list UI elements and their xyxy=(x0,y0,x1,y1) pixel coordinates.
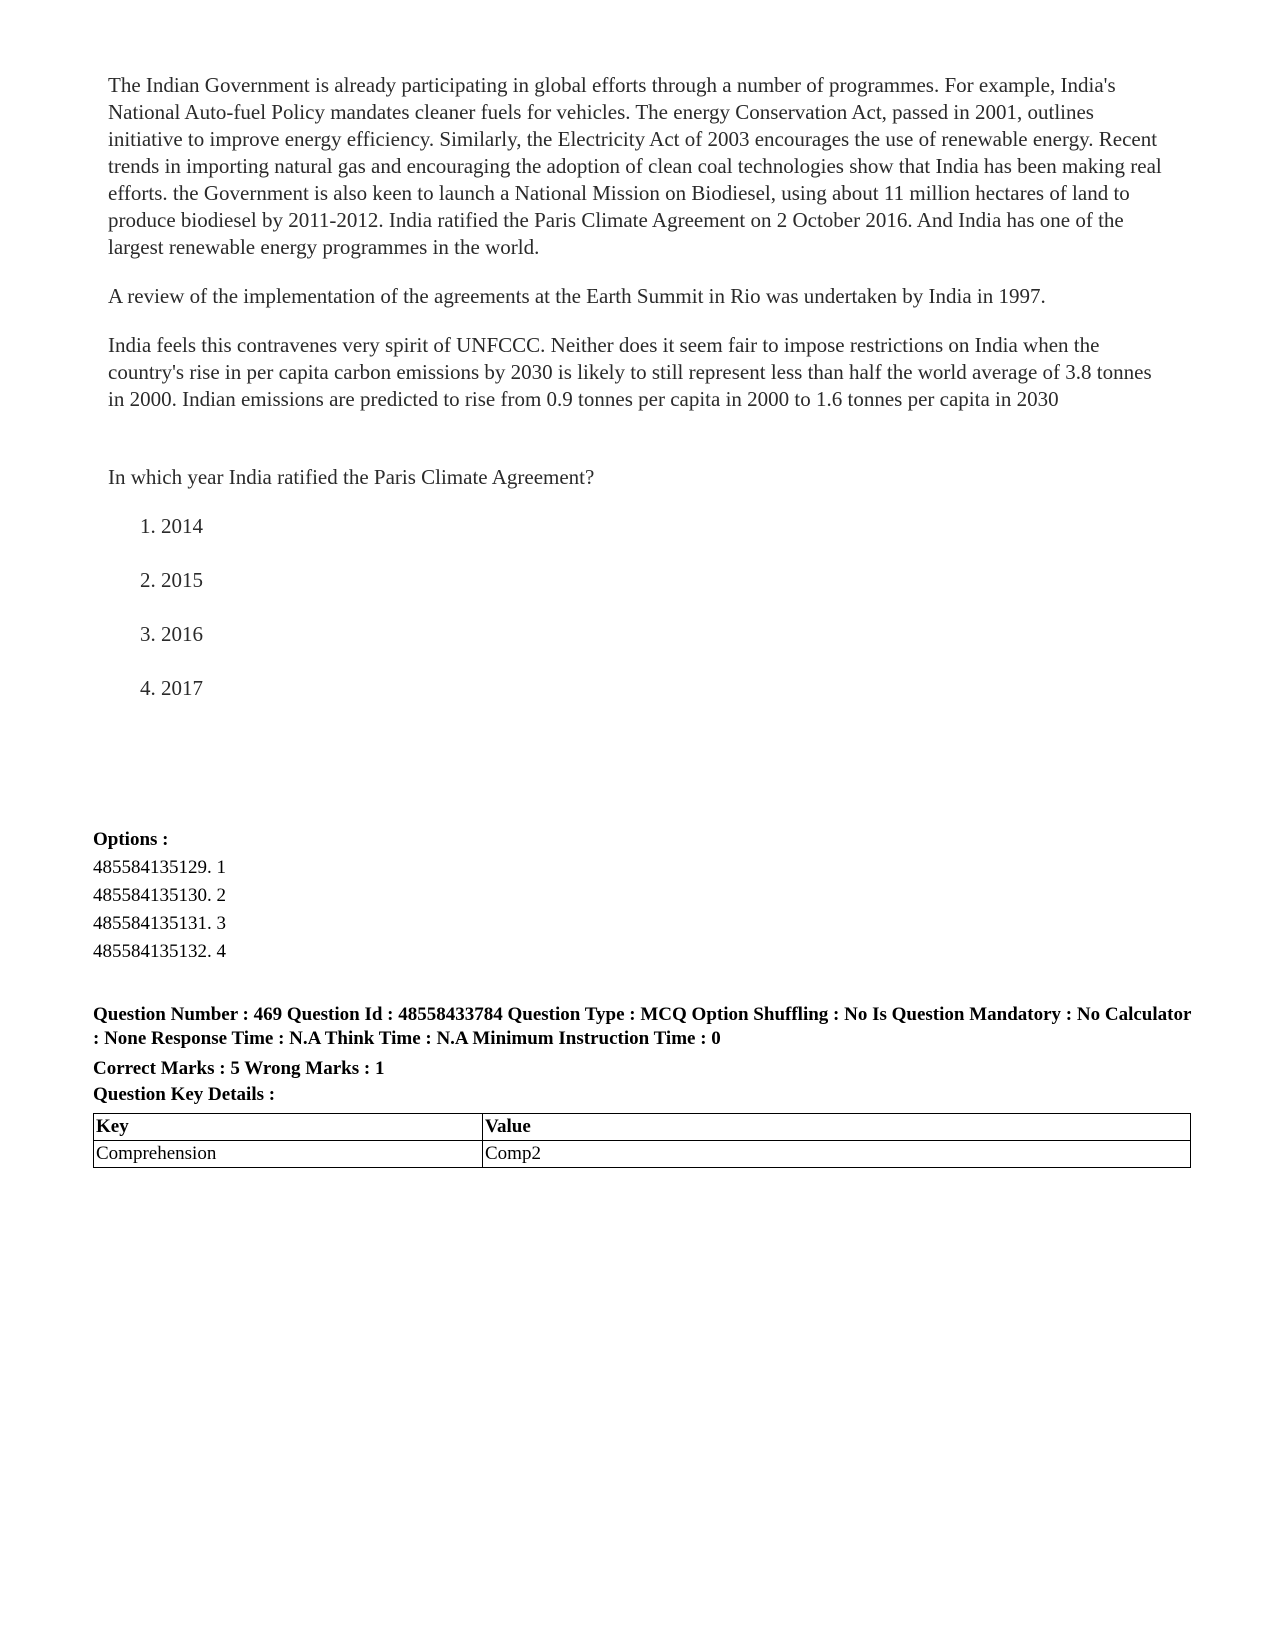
answer-choice: 2. 2015 xyxy=(140,568,203,592)
table-row xyxy=(94,1141,1191,1168)
table-cell-key: Comprehension xyxy=(94,1141,483,1168)
question-details xyxy=(93,1003,1193,1107)
answer-choice: 4. 2017 xyxy=(140,676,203,700)
question-meta-line: Question Number : 469 Question Id : 48558433784 Question Type : MCQ Option Shuffling : No Is Question Mandatory : No Calculator : None Response Time : N.A Think Time : N.A Minimum Instruction Time : 0 xyxy=(93,1004,1192,1049)
answer-choices xyxy=(108,513,1168,729)
table-header-key: Key xyxy=(94,1114,483,1141)
table-header-row xyxy=(94,1114,1191,1141)
table-header-value: Value xyxy=(483,1114,1191,1141)
key-details-label: Question Key Details : xyxy=(93,1084,276,1105)
options-label: Options : xyxy=(93,829,169,850)
passage-paragraph: The Indian Government is already participating in global efforts through a number of programmes. For example, India's National Auto-fuel Policy mandates cleaner fuels for vehicles. The energy Conservation Act, passed in 2001, outlines initiative to improve energy efficiency. Similarly, the Electricity Act of 2003 encourages the use of renewable energy. Recent trends in importing natural gas and encouraging the adoption of clean coal technologies show that India has been making real efforts. the Government is also keen to launch a National Mission on Biodiesel, using about 11 million hectares of land to produce biodiesel by 2011-2012. India ratified the Paris Climate Agreement on 2 October 2016. And India has one of the largest renewable energy programmes in the world. xyxy=(108,73,1162,259)
option-id: 485584135131. 3 xyxy=(93,913,226,934)
table-cell-value: Comp2 xyxy=(483,1141,1191,1168)
option-id: 485584135132. 4 xyxy=(93,941,226,962)
question-passage-image xyxy=(108,72,1168,729)
option-id: 485584135129. 1 xyxy=(93,857,226,878)
question-text: In which year India ratified the Paris Climate Agreement? xyxy=(108,465,595,489)
answer-choice: 1. 2014 xyxy=(140,514,203,538)
option-id: 485584135130. 2 xyxy=(93,885,226,906)
passage-paragraph: A review of the implementation of the agreements at the Earth Summit in Rio was undertaken by India in 1997. xyxy=(108,284,1046,308)
marks-line: Correct Marks : 5 Wrong Marks : 1 xyxy=(93,1058,385,1079)
answer-choice: 3. 2016 xyxy=(140,622,203,646)
options-block xyxy=(93,826,1193,966)
question-key-table xyxy=(93,1113,1191,1168)
passage-paragraph: India feels this contravenes very spirit of UNFCCC. Neither does it seem fair to impose restrictions on India when the country's rise in per capita carbon emissions by 2030 is likely to still represent less than half the world average of 3.8 tonnes in 2000. Indian emissions are predicted to rise from 0.9 tonnes per capita in 2000 to 1.6 tonnes per capita in 2030 xyxy=(108,333,1152,411)
